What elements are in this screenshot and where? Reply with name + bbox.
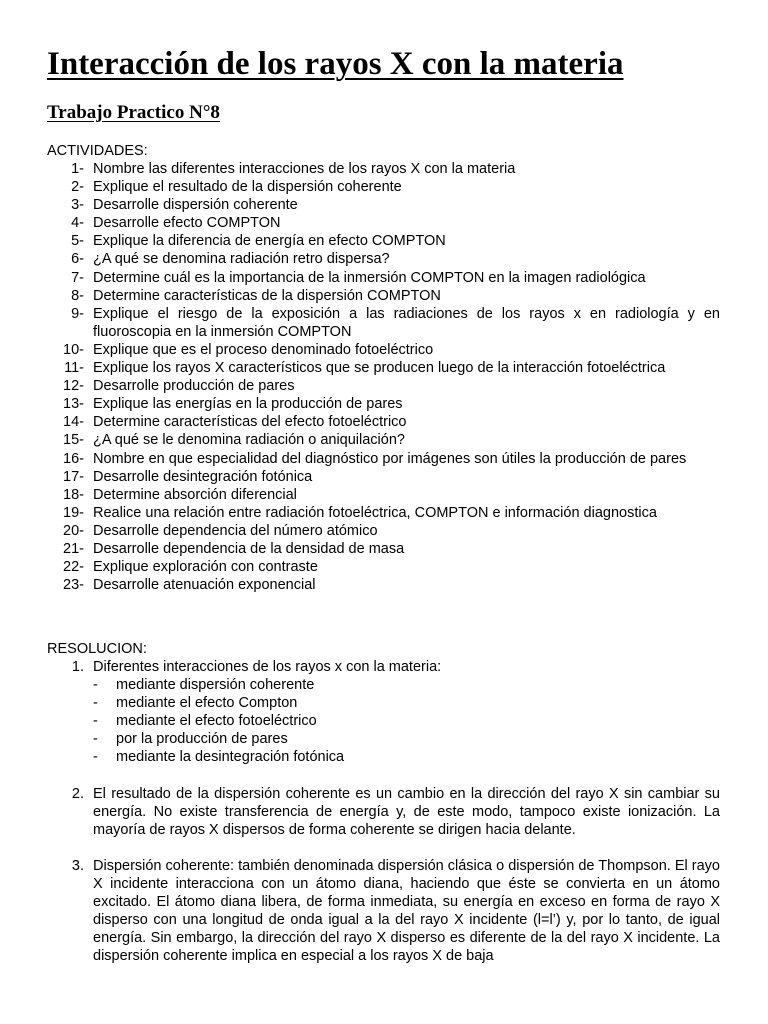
activity-text: Explique la diferencia de energía en efecto COMPTON <box>93 233 446 250</box>
activity-text: Explique las energías en la producción de pares <box>93 396 403 413</box>
activity-item <box>0 395 720 413</box>
activity-item <box>0 540 720 558</box>
activity-number: 19- <box>63 504 84 521</box>
answer-number: 1. <box>71 659 84 675</box>
activity-number: 16- <box>63 450 84 467</box>
answer-text: El resultado de la dispersión coherente es un cambio en la dirección del rayo X sin cambiar su energía. No existe transferencia de energía y, de este modo, tampoco existe ionización. La mayoría de rayos X dispersos de forma coherente se dirigen hacia delante. <box>93 786 720 839</box>
activity-number: 1- <box>71 161 84 177</box>
activity-text: Desarrolle efecto COMPTON <box>93 215 281 232</box>
activity-item <box>0 341 720 359</box>
dash-bullet: - <box>93 749 98 766</box>
dash-bullet: - <box>93 677 98 694</box>
interaction-text: mediante el efecto Compton <box>116 695 298 712</box>
activity-item <box>0 160 720 178</box>
activity-number: 21- <box>63 540 84 557</box>
interaction-item <box>0 712 720 730</box>
dash-bullet: - <box>93 731 98 748</box>
activity-text: Desarrolle dependencia del número atómico <box>93 522 378 539</box>
activity-number: 7- <box>71 269 84 286</box>
activity-item <box>0 305 720 341</box>
activity-number: 8- <box>71 287 84 304</box>
activity-text: Nombre en que especialidad del diagnóstico por imágenes son útiles la producción de pares <box>93 450 687 467</box>
activity-text: Realice una relación entre radiación fotoeléctrica, COMPTON e información diagnostica <box>93 504 657 521</box>
activity-number: 22- <box>63 559 84 576</box>
activity-text: Determine características de la dispersión COMPTON <box>93 287 441 304</box>
activities-list <box>0 160 720 594</box>
interaction-text: mediante la desintegración fotónica <box>116 749 345 766</box>
resolution-answer-3 <box>0 857 720 966</box>
activity-text: Desarrolle desintegración fotónica <box>93 468 313 485</box>
interaction-item <box>0 694 720 712</box>
activity-text: Desarrolle producción de pares <box>93 378 295 395</box>
activity-text: ¿A qué se denomina radiación retro dispersa? <box>93 251 390 268</box>
activity-item <box>0 178 720 196</box>
dash-bullet: - <box>93 695 98 712</box>
activity-text: Desarrolle dependencia de la densidad de masa <box>93 540 405 557</box>
activity-item <box>0 522 720 540</box>
activity-text: Determine cuál es la importancia de la inmersión COMPTON en la imagen radiológica <box>93 269 646 286</box>
activity-item <box>0 450 720 468</box>
document-subtitle: Trabajo Practico N°8 <box>47 102 220 123</box>
activity-item <box>0 413 720 431</box>
activity-number: 2- <box>71 179 84 196</box>
activity-item <box>0 250 720 268</box>
activity-item <box>0 232 720 250</box>
activity-item <box>0 468 720 486</box>
document-title: Interacción de los rayos X con la materia <box>47 46 624 82</box>
activities-heading: ACTIVIDADES: <box>47 143 148 159</box>
answer-number: 2. <box>71 786 84 802</box>
activity-number: 13- <box>63 396 84 413</box>
activity-text: Explique el riesgo de la exposición a las radiaciones de los rayos x en radiología y en fluoroscopia en la inmersión COMPTON <box>93 305 720 340</box>
activity-number: 10- <box>63 341 84 358</box>
activity-number: 4- <box>71 215 84 232</box>
interaction-item <box>0 676 720 694</box>
activity-item <box>0 287 720 305</box>
activity-number: 3- <box>71 197 84 214</box>
activity-item <box>0 486 720 504</box>
activity-number: 20- <box>63 522 84 539</box>
activity-number: 15- <box>63 432 84 449</box>
activity-text: Explique exploración con contraste <box>93 559 318 576</box>
interactions-list <box>0 676 720 766</box>
activity-item <box>0 431 720 449</box>
resolution-answer-1 <box>0 658 720 767</box>
interaction-item <box>0 730 720 748</box>
activity-text: Determine características del efecto fotoeléctrico <box>93 414 407 431</box>
activity-item <box>0 214 720 232</box>
interaction-text: mediante el efecto fotoeléctrico <box>116 713 317 730</box>
activity-number: 6- <box>71 251 84 268</box>
activity-number: 17- <box>63 468 84 485</box>
activity-text: ¿A qué se le denomina radiación o aniquilación? <box>93 432 405 449</box>
activity-number: 14- <box>63 414 84 431</box>
activity-text: Explique que es el proceso denominado fotoeléctrico <box>93 341 434 358</box>
activity-text: Determine absorción diferencial <box>93 486 297 503</box>
activity-item <box>0 359 720 377</box>
answer-number: 3. <box>71 858 84 874</box>
activity-item <box>0 269 720 287</box>
interaction-item <box>0 748 720 766</box>
activity-item <box>0 576 720 594</box>
activity-item <box>0 504 720 522</box>
activity-item <box>0 196 720 214</box>
activity-text: Explique el resultado de la dispersión coherente <box>93 179 402 196</box>
answer-text: Diferentes interacciones de los rayos x con la materia: <box>93 659 442 675</box>
activity-item <box>0 377 720 395</box>
activity-number: 23- <box>63 577 84 594</box>
activity-number: 5- <box>71 233 84 250</box>
activity-item <box>0 558 720 576</box>
dash-bullet: - <box>93 713 98 730</box>
activity-text: Nombre las diferentes interacciones de los rayos X con la materia <box>93 161 516 177</box>
resolution-heading: RESOLUCION: <box>47 641 147 657</box>
activity-number: 11- <box>64 360 84 377</box>
activity-text: Desarrolle atenuación exponencial <box>93 577 316 594</box>
answer-text: Dispersión coherente: también denominada dispersión clásica o dispersión de Thompson. El rayo X incidente interacciona con un átomo diana, haciendo que éste se convierta en un átomo excitado. El átomo diana libera, de forma inmediata, su energía en exceso en forma de rayo X disperso con una longitud de onda igual a la del rayo X incidente (l=l’) y, por lo tanto, de igual energía. Sin embargo, la dirección del rayo X disperso es diferente de la del rayo X incidente. La dispersión coherente implica en especial a los rayos X de baja <box>93 858 720 965</box>
resolution-answer-2 <box>0 785 720 839</box>
interaction-text: por la producción de pares <box>116 731 288 748</box>
activity-number: 18- <box>63 486 84 503</box>
interaction-text: mediante dispersión coherente <box>116 677 315 694</box>
activity-text: Explique los rayos X característicos que se producen luego de la interacción fotoeléctrica <box>93 360 666 377</box>
activity-text: Desarrolle dispersión coherente <box>93 197 298 214</box>
activity-number: 9- <box>71 305 84 322</box>
activity-number: 12- <box>63 378 84 395</box>
